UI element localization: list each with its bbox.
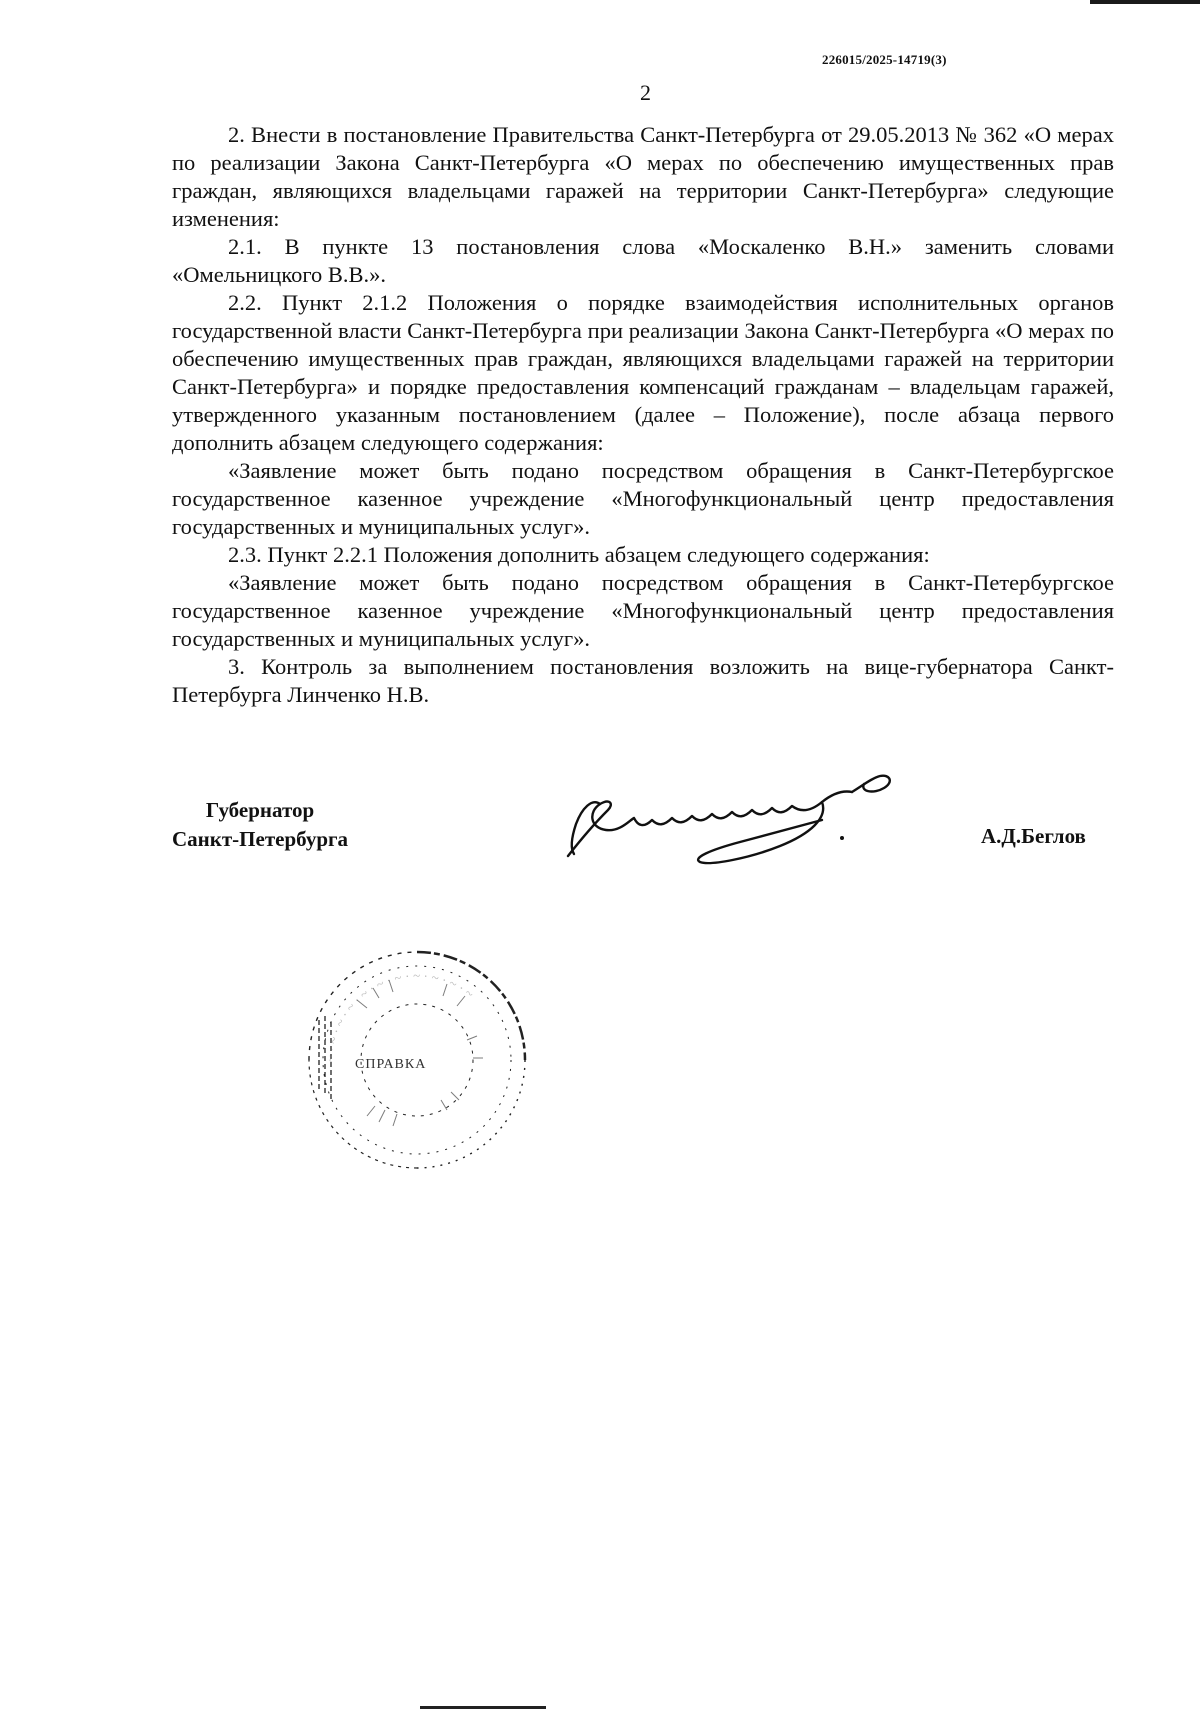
document-body <box>172 121 1114 709</box>
corner-scan-mark <box>1090 0 1200 12</box>
signer-position-line-2: Санкт-Петербурга <box>172 827 349 851</box>
paragraph-2-2-quote: «Заявление может быть подано посредством обращения в Санкт-Петербургское государственное казенное учреждение «Многофункциональный центр предоставления государственных и муниципальных услуг». <box>172 458 1114 539</box>
paragraph-2-3-quote: «Заявление может быть подано посредством обращения в Санкт-Петербургское государственное казенное учреждение «Многофункциональный центр предоставления государственных и муниципальных услуг». <box>172 570 1114 651</box>
paragraph-2-1: 2.1. В пункте 13 постановления слова «Москаленко В.Н.» заменить словами «Омельницкого В.В.». <box>172 234 1114 287</box>
handwritten-signature <box>560 768 950 878</box>
signer-position <box>172 796 348 854</box>
seal-center-text: СПРАВКА <box>355 1057 427 1072</box>
paragraph-2-3: 2.3. Пункт 2.2.1 Положения дополнить абзацем следующего содержания: <box>228 542 930 567</box>
official-seal <box>297 940 537 1180</box>
signer-name: А.Д.Беглов <box>981 824 1086 848</box>
footer-scan-line <box>420 1706 546 1709</box>
registration-number: 226015/2025-14719(3) <box>822 52 947 67</box>
paragraph-2: 2. Внести в постановление Правительства Санкт-Петербурга от 29.05.2013 № 362 «О мерах по реализации Закона Санкт-Петербурга «О мерах по обеспечению имущественных прав граждан, являющихся владельцами гаражей на территории Санкт-Петербурга» следующие изменения: <box>172 122 1114 231</box>
paragraph-2-2: 2.2. Пункт 2.1.2 Положения о порядке взаимодействия исполнительных органов государственной власти Санкт-Петербурга при реализации Закона Санкт-Петербурга «О мерах по обеспечению имущественных прав граждан, являющихся владельцами гаражей на территории Санкт-Петербурга» и порядке предоставления компенсаций гражданам – владельцам гаражей, утвержденного указанным постановлением (далее – Положение), после абзаца первого дополнить абзацем следующего содержания: <box>172 290 1114 455</box>
signer-position-line-1: Губернатор <box>205 798 315 822</box>
page-number: 2 <box>640 80 651 105</box>
seal-ring-text: ~ · ~ · ~ · ~ · ~ · ~ · ~ · ~ · ~ · ~ · ~ <box>322 967 477 1063</box>
paragraph-3: 3. Контроль за выполнением постановления возложить на вице-губернатора Санкт-Петербурга Линченко Н.В. <box>172 654 1114 707</box>
